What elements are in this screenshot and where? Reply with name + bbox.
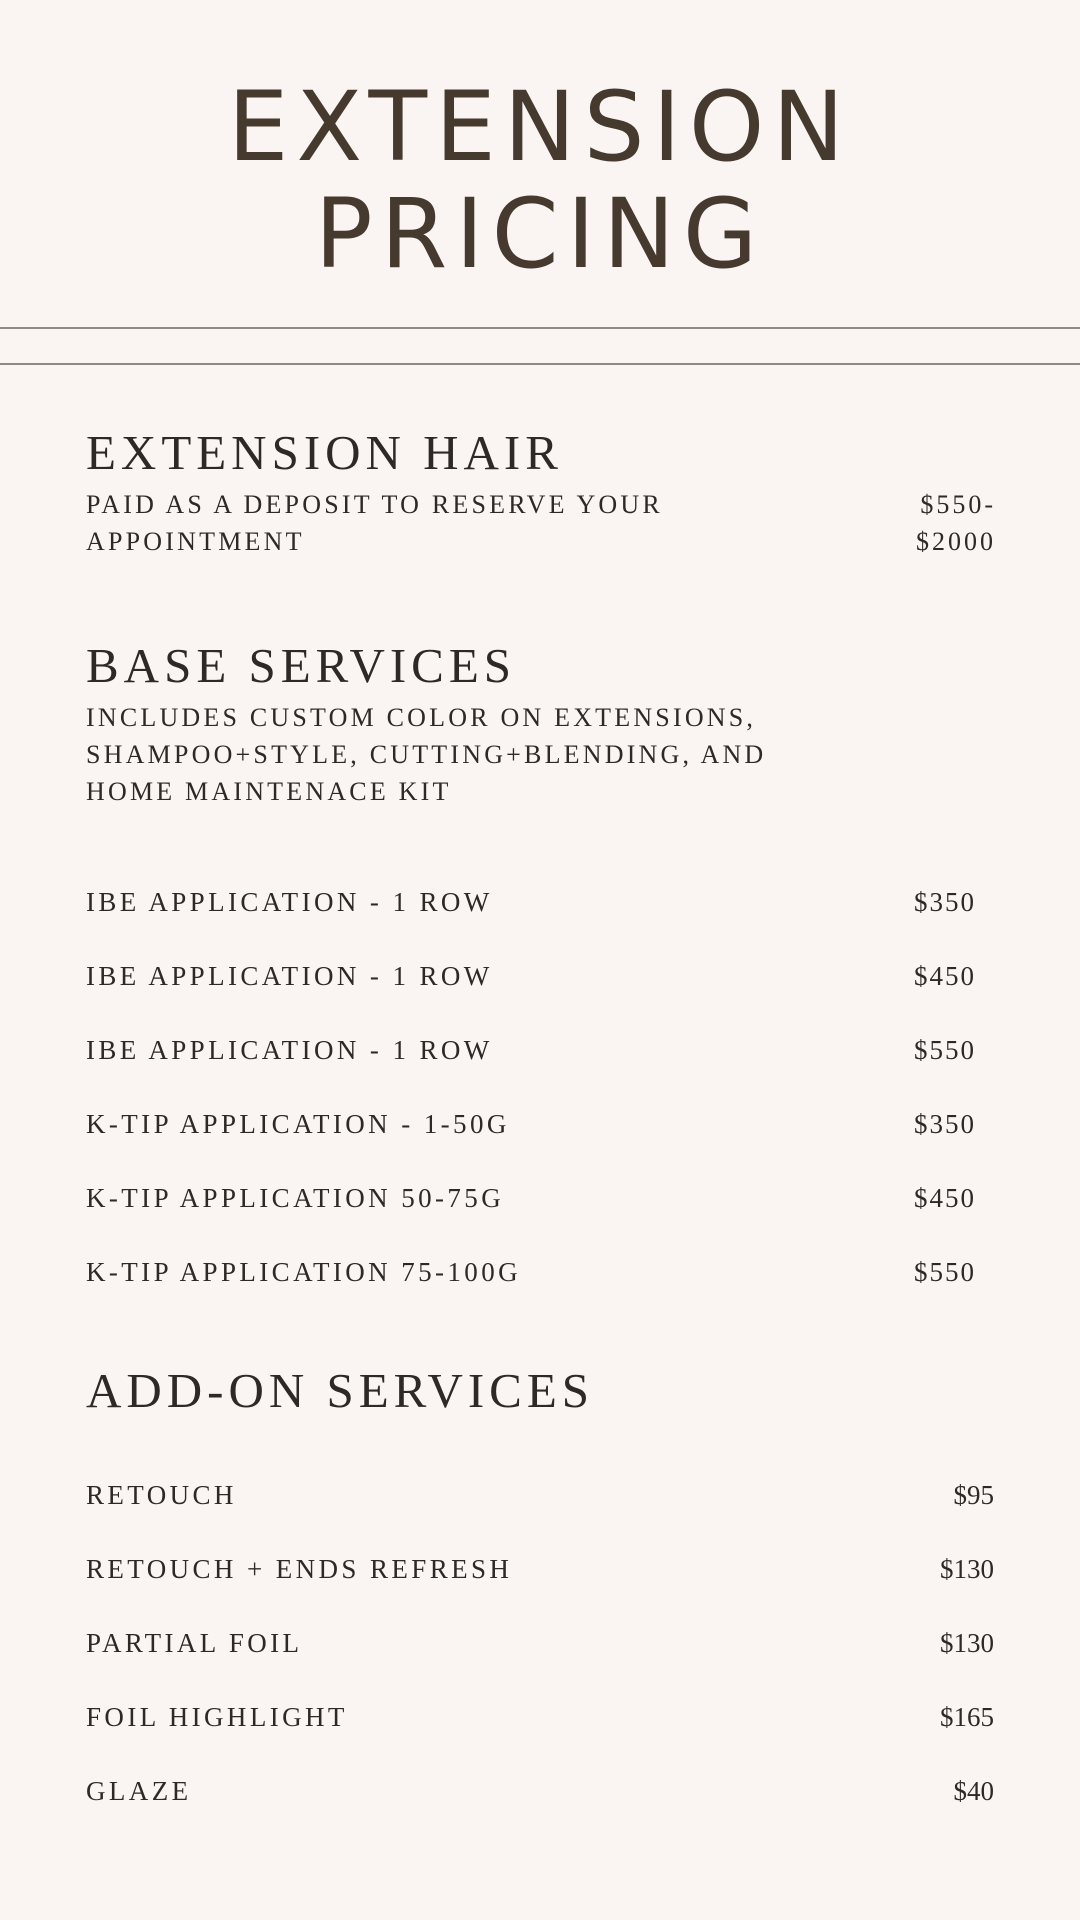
addon-service-row — [86, 1773, 994, 1809]
page-title-line-2: PRICING — [314, 178, 766, 290]
service-name: K-TIP APPLICATION - 1-50G — [86, 1108, 510, 1139]
addon-service-row — [86, 1477, 994, 1513]
extension-hair-description — [86, 486, 663, 560]
service-price: $40 — [953, 1775, 994, 1806]
addon-service-row — [86, 1625, 994, 1661]
service-name: RETOUCH — [86, 1479, 237, 1510]
addon-services-heading: ADD-ON SERVICES — [86, 1363, 595, 1418]
extension-hair-description-line: APPOINTMENT — [86, 527, 305, 556]
extension-hair-price-line: $550- — [920, 490, 996, 519]
base-service-row — [86, 1180, 976, 1216]
service-price: $130 — [940, 1553, 994, 1584]
service-price: $550 — [914, 1034, 976, 1065]
base-services-description-line: INCLUDES CUSTOM COLOR ON EXTENSIONS, — [86, 703, 757, 732]
service-price: $350 — [914, 886, 976, 917]
service-name: RETOUCH + ENDS REFRESH — [86, 1553, 513, 1584]
extension-hair-price-line: $2000 — [916, 527, 996, 556]
service-name: GLAZE — [86, 1775, 192, 1806]
base-service-row — [86, 884, 976, 920]
base-services-heading: BASE SERVICES — [86, 638, 517, 693]
base-service-row — [86, 1106, 976, 1142]
service-name: PARTIAL FOIL — [86, 1627, 303, 1658]
extension-hair-description-line: PAID AS A DEPOSIT TO RESERVE YOUR — [86, 490, 663, 519]
addon-service-row — [86, 1551, 994, 1587]
service-price: $95 — [953, 1479, 994, 1510]
service-name: IBE APPLICATION - 1 ROW — [86, 960, 493, 991]
service-price: $450 — [914, 960, 976, 991]
divider-bottom — [0, 363, 1080, 365]
service-price: $450 — [914, 1182, 976, 1213]
service-price: $550 — [914, 1256, 976, 1287]
base-service-row — [86, 958, 976, 994]
service-name: K-TIP APPLICATION 75-100G — [86, 1256, 521, 1287]
service-price: $130 — [940, 1627, 994, 1658]
base-services-description — [86, 699, 766, 810]
base-services-description-line: SHAMPOO+STYLE, CUTTING+BLENDING, AND — [86, 740, 767, 769]
service-name: IBE APPLICATION - 1 ROW — [86, 886, 493, 917]
base-services-description-line: HOME MAINTENACE KIT — [86, 777, 452, 806]
service-name: K-TIP APPLICATION 50-75G — [86, 1182, 505, 1213]
base-service-row — [86, 1032, 976, 1068]
addon-service-row — [86, 1699, 994, 1735]
service-price: $165 — [940, 1701, 994, 1732]
base-service-row — [86, 1254, 976, 1290]
extension-hair-price — [916, 486, 996, 560]
page-title-line-1: EXTENSION — [227, 71, 853, 183]
extension-hair-heading: EXTENSION HAIR — [86, 425, 563, 480]
service-price: $350 — [914, 1108, 976, 1139]
service-name: IBE APPLICATION - 1 ROW — [86, 1034, 493, 1065]
divider-top — [0, 327, 1080, 329]
service-name: FOIL HIGHLIGHT — [86, 1701, 348, 1732]
